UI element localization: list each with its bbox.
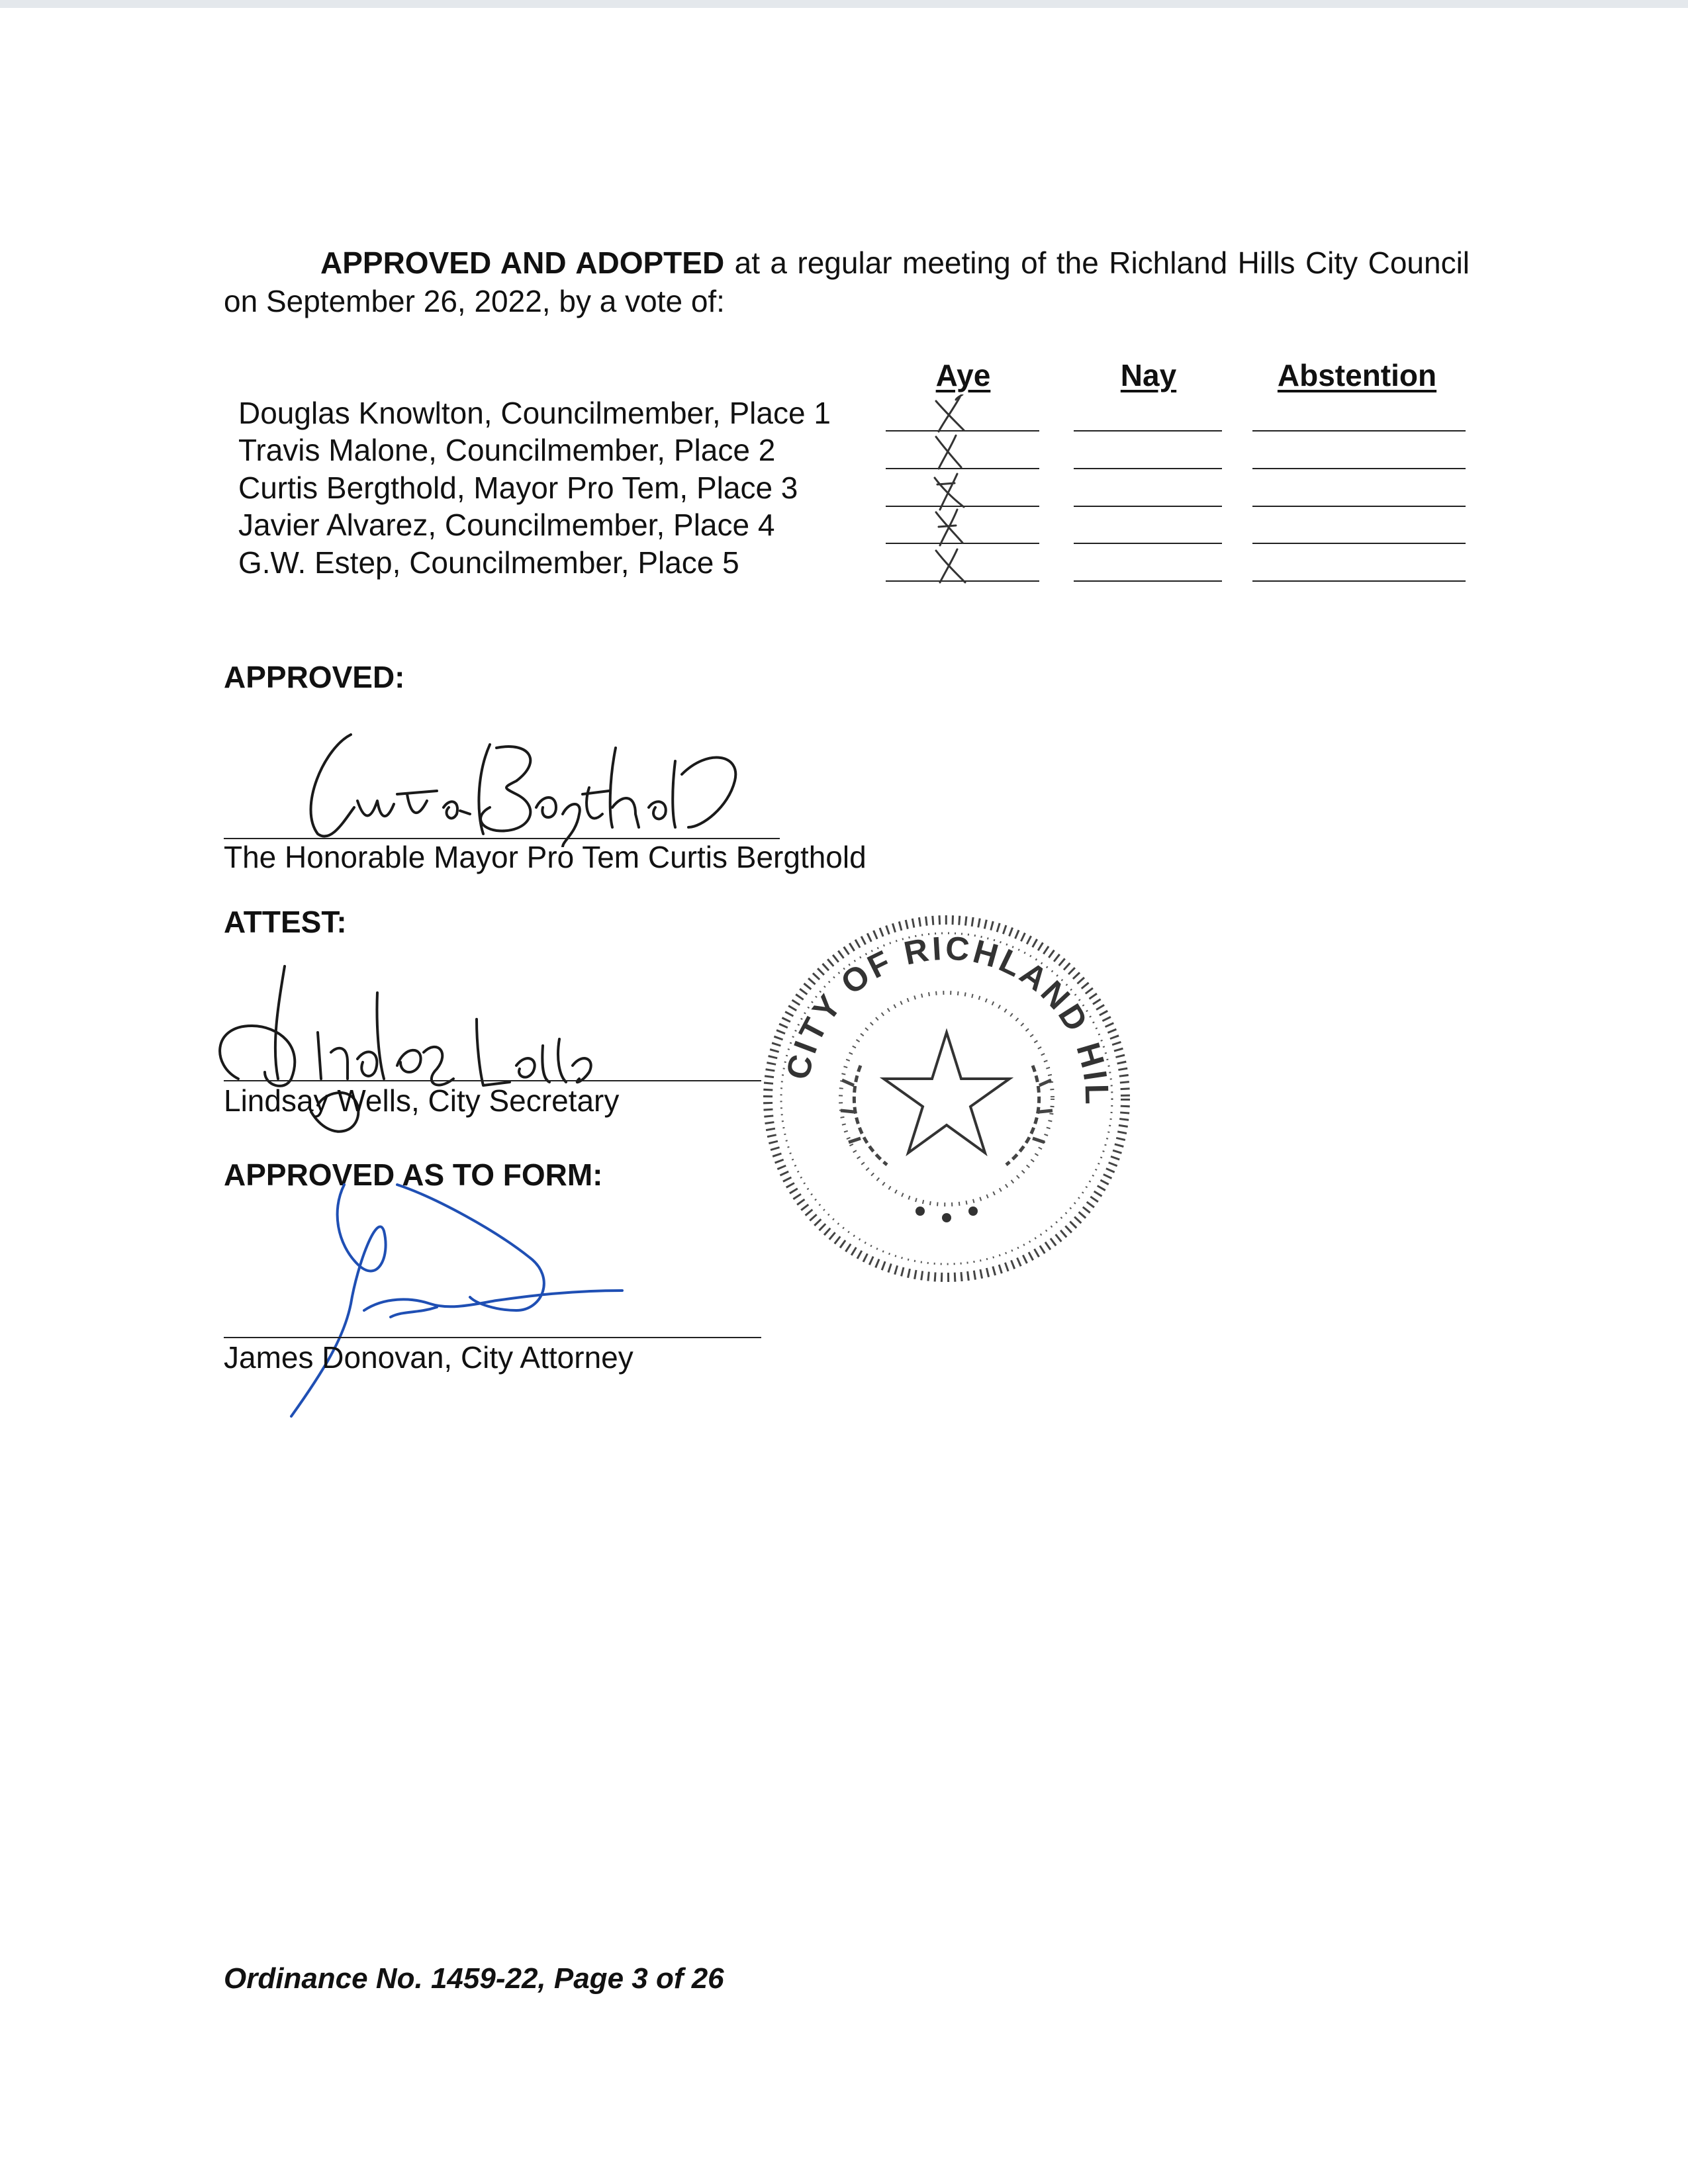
nay-line xyxy=(1074,580,1222,582)
header-aye: Aye xyxy=(935,358,991,392)
adoption-text: at a regular meeting of the Richland Hills City Council on September 26, 2022, by a vote of: xyxy=(224,246,1470,318)
header-nay: Nay xyxy=(1120,358,1177,392)
attest-label: ATTEST: xyxy=(224,905,347,939)
approved-as-to-form-label: APPROVED AS TO FORM: xyxy=(224,1158,603,1192)
abstention-line xyxy=(1252,543,1466,544)
seal-graphic xyxy=(755,900,1139,1284)
approved-label: APPROVED: xyxy=(224,660,405,694)
aye-check-mark xyxy=(925,507,972,547)
abstention-line xyxy=(1252,506,1466,507)
aye-check-mark xyxy=(925,432,972,471)
secretary-signature-line xyxy=(224,1080,761,1081)
svg-text:CITY OF RICHLAND HILLS, TEXAS xyxy=(755,900,1115,1107)
attorney-signer-name: James Donovan, City Attorney xyxy=(224,1340,633,1375)
member-name: Curtis Bergthold, Mayor Pro Tem, Place 3 xyxy=(238,471,798,505)
seal-text-path: CITY OF RICHLAND HIL xyxy=(778,929,1116,1108)
abstention-line xyxy=(1252,580,1466,582)
city-seal xyxy=(755,900,1139,1284)
member-name: Travis Malone, Councilmember, Place 2 xyxy=(238,433,776,467)
adoption-bold: APPROVED AND ADOPTED xyxy=(320,246,725,280)
nay-line xyxy=(1074,543,1222,544)
scan-top-band xyxy=(0,0,1688,8)
mayor-signature xyxy=(278,721,781,847)
aye-check-mark xyxy=(927,394,973,434)
member-name: Douglas Knowlton, Councilmember, Place 1 xyxy=(238,396,831,430)
secretary-signer-name: Lindsay Wells, City Secretary xyxy=(224,1083,620,1118)
adoption-paragraph xyxy=(224,244,1470,320)
nay-line xyxy=(1074,468,1222,469)
abstention-line xyxy=(1252,430,1466,432)
aye-check-mark xyxy=(925,471,972,511)
mayor-signer-name: The Honorable Mayor Pro Tem Curtis Bergthold xyxy=(224,840,867,874)
attorney-signature-line xyxy=(224,1337,761,1338)
aye-check-mark xyxy=(927,545,973,585)
member-name: Javier Alvarez, Councilmember, Place 4 xyxy=(238,508,775,542)
header-abstention: Abstention xyxy=(1277,358,1437,392)
member-name: G.W. Estep, Councilmember, Place 5 xyxy=(238,545,739,580)
page-footer: Ordinance No. 1459-22, Page 3 of 26 xyxy=(224,1962,724,1995)
nay-line xyxy=(1074,430,1222,432)
nay-line xyxy=(1074,506,1222,507)
abstention-line xyxy=(1252,468,1466,469)
attorney-signature xyxy=(278,1171,635,1423)
